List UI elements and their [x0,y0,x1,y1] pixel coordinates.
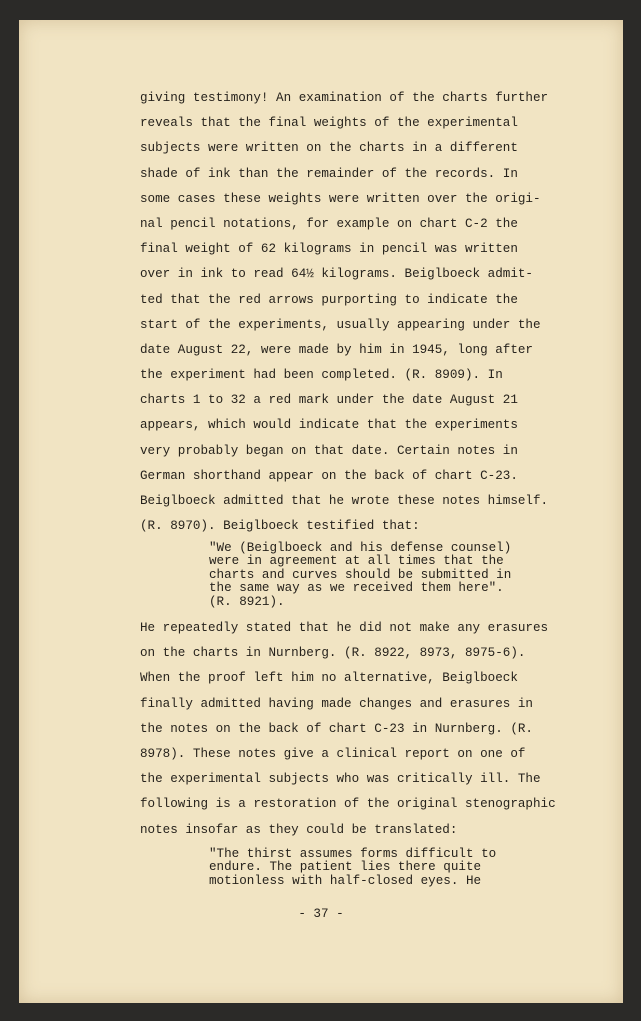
quote-line: (R. 8921). [209,594,285,609]
block-quote-1 [209,542,549,609]
text-line: date August 22, were made by him in 1945, long after [140,342,533,357]
text-line: 8978). These notes give a clinical report on one of [140,746,526,761]
quote-line: "We (Beiglboeck and his defense counsel) [209,541,512,555]
text-line: reveals that the final weights of the experimental [140,116,518,131]
quote-line: the same way as we received them here". [209,581,504,596]
text-line: (R. 8970). Beiglboeck testified that: [140,519,420,534]
text-line: the notes on the back of chart C-23 in Nurnberg. (R. [140,721,533,736]
text-line: appears, which would indicate that the experiments [140,418,518,433]
text-line: Beiglboeck admitted that he wrote these notes himself. [140,494,549,508]
text-line: shade of ink than the remainder of the records. In [140,166,518,181]
text-line: very probably began on that date. Certain notes in [140,443,518,458]
text-line: over in ink to read 64½ kilograms. Beiglboeck admit- [140,267,533,282]
document-page [19,20,623,1003]
text-line: on the charts in Nurnberg. (R. 8922, 8973, 8975-6). [140,646,526,661]
text-line: some cases these weights were written over the origi- [140,191,541,206]
text-line: finally admitted having made changes and erasures in [140,696,533,711]
text-line: the experimental subjects who was critically ill. The [140,772,541,787]
paragraph-1 [140,86,580,539]
text-line: nal pencil notations, for example on chart C-2 the [140,216,518,231]
text-line: He repeatedly stated that he did not make any erasures [140,621,549,635]
paragraph-2 [140,616,580,843]
quote-line: endure. The patient lies there quite [209,860,482,875]
block-quote-2 [209,848,549,888]
quote-line: charts and curves should be submitted in [209,567,512,582]
text-line: final weight of 62 kilograms in pencil was written [140,242,518,257]
text-line: start of the experiments, usually appearing under the [140,317,541,332]
text-line: charts 1 to 32 a red mark under the date August 21 [140,393,518,408]
text-line: German shorthand appear on the back of chart C-23. [140,468,518,483]
text-line: ted that the red arrows purporting to indicate the [140,292,518,307]
text-line: When the proof left him no alternative, Beiglboeck [140,671,518,686]
text-line: subjects were written on the charts in a different [140,141,518,156]
quote-line: were in agreement at all times that the [209,554,504,569]
quote-line: motionless with half-closed eyes. He [209,873,482,888]
text-line: the experiment had been completed. (R. 8909). In [140,368,503,383]
page-number: - 37 - [298,907,344,921]
text-line: giving testimony! An examination of the charts further [140,91,549,105]
quote-line: "The thirst assumes forms difficult to [209,847,497,861]
text-line: notes insofar as they could be translated: [140,822,458,837]
text-line: following is a restoration of the original stenographic [140,797,556,812]
